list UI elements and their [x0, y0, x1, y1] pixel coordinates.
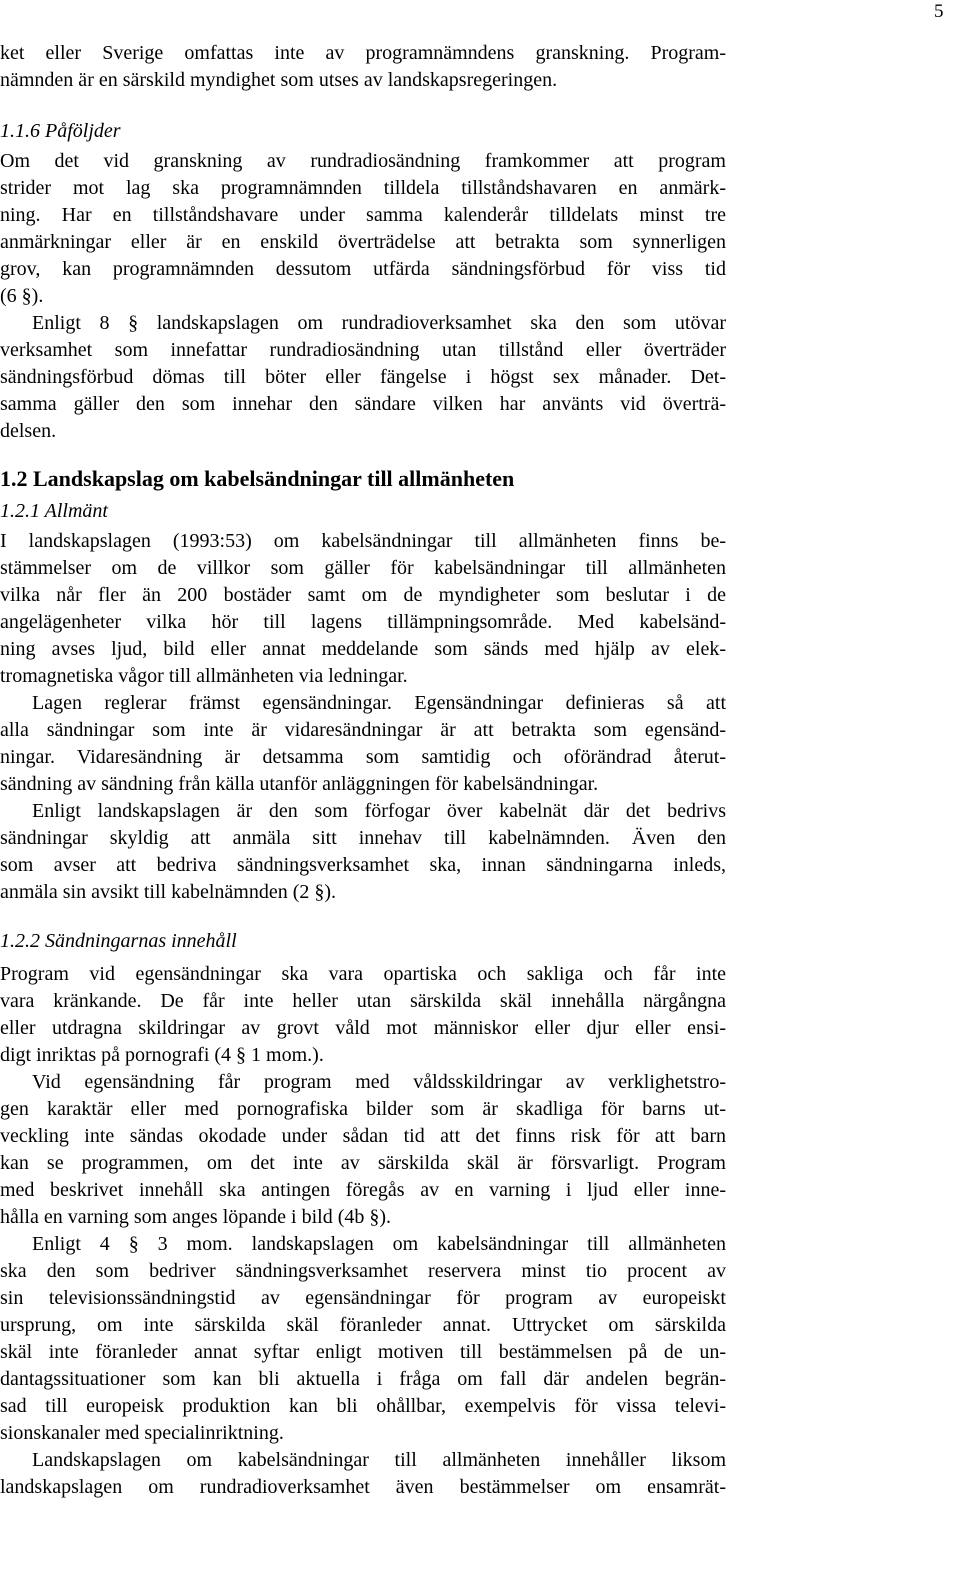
text-line: vara kränkande. De får inte heller utan särskilda skäl innehålla närgångna	[0, 990, 726, 1012]
text-line: anmärkningar eller är en enskild överträdelse att betrakta som synnerligen	[0, 231, 726, 253]
text-line: anmäla sin avsikt till kabelnämnden (2 §).	[0, 881, 337, 903]
page-number: 5	[934, 1, 944, 22]
text-line: vilka når fler än 200 bostäder samt om de myndigheter som beslutar i de	[0, 584, 726, 606]
text-line: ursprung, om inte särskilda skäl föranleder annat. Uttrycket om särskilda	[0, 1314, 726, 1336]
text-line: kan se programmen, om det inte av särskilda skäl är försvarligt. Program	[0, 1152, 726, 1174]
text-line: alla sändningar som inte är vidaresändningar är att betrakta som egensänd-	[0, 719, 726, 741]
text-line: ning. Har en tillståndshavare under samma kalenderår tilldelats minst tre	[0, 204, 726, 226]
text-line: digt inriktas på pornografi (4 § 1 mom.).	[0, 1044, 324, 1066]
subsection-heading: 1.1.6 Påföljder	[0, 120, 121, 142]
text-line: gen karaktär eller med pornografiska bilder som är skadliga för barns ut-	[0, 1098, 726, 1120]
text-line: verksamhet som innefattar rundradiosändning utan tillstånd eller överträder	[0, 339, 726, 361]
section-heading: 1.2 Landskapslag om kabelsändningar till allmänheten	[0, 466, 515, 491]
text-line: Vid egensändning får program med våldsskildringar av verklighetstro-	[32, 1071, 726, 1093]
text-line: som avser att bedriva sändningsverksamhet ska, innan sändningarna inleds,	[0, 854, 726, 876]
text-line: Enligt 8 § landskapslagen om rundradioverksamhet ska den som utövar	[32, 312, 726, 334]
text-line: Landskapslagen om kabelsändningar till allmänheten innehåller liksom	[32, 1449, 726, 1471]
text-line: samma gäller den som innehar den sändare vilken har använts vid överträ-	[0, 393, 726, 415]
text-line: sändning av sändning från källa utanför anläggningen för kabelsändningar.	[0, 773, 599, 795]
subsection-heading: 1.2.1 Allmänt	[0, 500, 108, 522]
text-line: med beskrivet innehåll ska antingen föregås av en varning i ljud eller inne-	[0, 1179, 726, 1201]
text-line: sändningsförbud dömas till böter eller fängelse i högst sex månader. Det-	[0, 366, 726, 388]
text-line: I landskapslagen (1993:53) om kabelsändningar till allmänheten finns be-	[0, 530, 726, 552]
text-line: nämnden är en särskild myndighet som utses av landskapsregeringen.	[0, 69, 558, 91]
text-line: landskapslagen om rundradioverksamhet även bestämmelser om ensamrät-	[0, 1476, 726, 1498]
text-line: grov, kan programnämnden dessutom utfärda sändningsförbud för viss tid	[0, 258, 726, 280]
text-line: sändningar skyldig att anmäla sitt innehav till kabelnämnden. Även den	[0, 827, 726, 849]
text-line: sin televisionssändningstid av egensändningar för program av europeiskt	[0, 1287, 726, 1309]
text-line: stämmelser om de villkor som gäller för kabelsändningar till allmänheten	[0, 557, 726, 579]
text-line: veckling inte sändas okodade under sådan tid att det finns risk för att barn	[0, 1125, 726, 1147]
text-line: ska den som bedriver sändningsverksamhet reservera minst tio procent av	[0, 1260, 726, 1282]
text-line: eller utdragna skildringar av grovt våld mot människor eller djur eller ensi-	[0, 1017, 726, 1039]
text-line: (6 §).	[0, 285, 44, 307]
text-line: sad till europeisk produktion kan bli ohållbar, exempelvis för vissa televi-	[0, 1395, 726, 1417]
document-body	[0, 40, 726, 1501]
text-line: angelägenheter vilka hör till lagens tillämpningsområde. Med kabelsänd-	[0, 611, 726, 633]
text-line: dantagssituationer som kan bli aktuella i fråga om fall där andelen begrän-	[0, 1368, 726, 1390]
text-line: delsen.	[0, 420, 57, 442]
subsection-heading: 1.2.2 Sändningarnas innehåll	[0, 930, 237, 952]
text-line: Program vid egensändningar ska vara opartiska och sakliga och får inte	[0, 963, 726, 985]
text-line: hålla en varning som anges löpande i bild (4b §).	[0, 1206, 392, 1228]
text-line: skäl inte föranleder annat syftar enligt motiven till bestämmelsen på de un-	[0, 1341, 726, 1363]
text-line: Enligt landskapslagen är den som förfogar över kabelnät där det bedrivs	[32, 800, 726, 822]
text-line: sionskanaler med specialinriktning.	[0, 1422, 284, 1444]
text-line: ning avses ljud, bild eller annat meddelande som sänds med hjälp av elek-	[0, 638, 726, 660]
text-line: Lagen reglerar främst egensändningar. Egensändningar definieras så att	[32, 692, 726, 714]
text-line: tromagnetiska vågor till allmänheten via ledningar.	[0, 665, 408, 687]
text-line: Om det vid granskning av rundradiosändning framkommer att program	[0, 150, 726, 172]
text-line: strider mot lag ska programnämnden tilldela tillståndshavaren en anmärk-	[0, 177, 726, 199]
text-line: ningar. Vidaresändning är detsamma som samtidig och oförändrad återut-	[0, 746, 726, 768]
text-line: Enligt 4 § 3 mom. landskapslagen om kabelsändningar till allmänheten	[32, 1233, 726, 1255]
text-line: ket eller Sverige omfattas inte av programnämndens granskning. Program-	[0, 42, 726, 64]
